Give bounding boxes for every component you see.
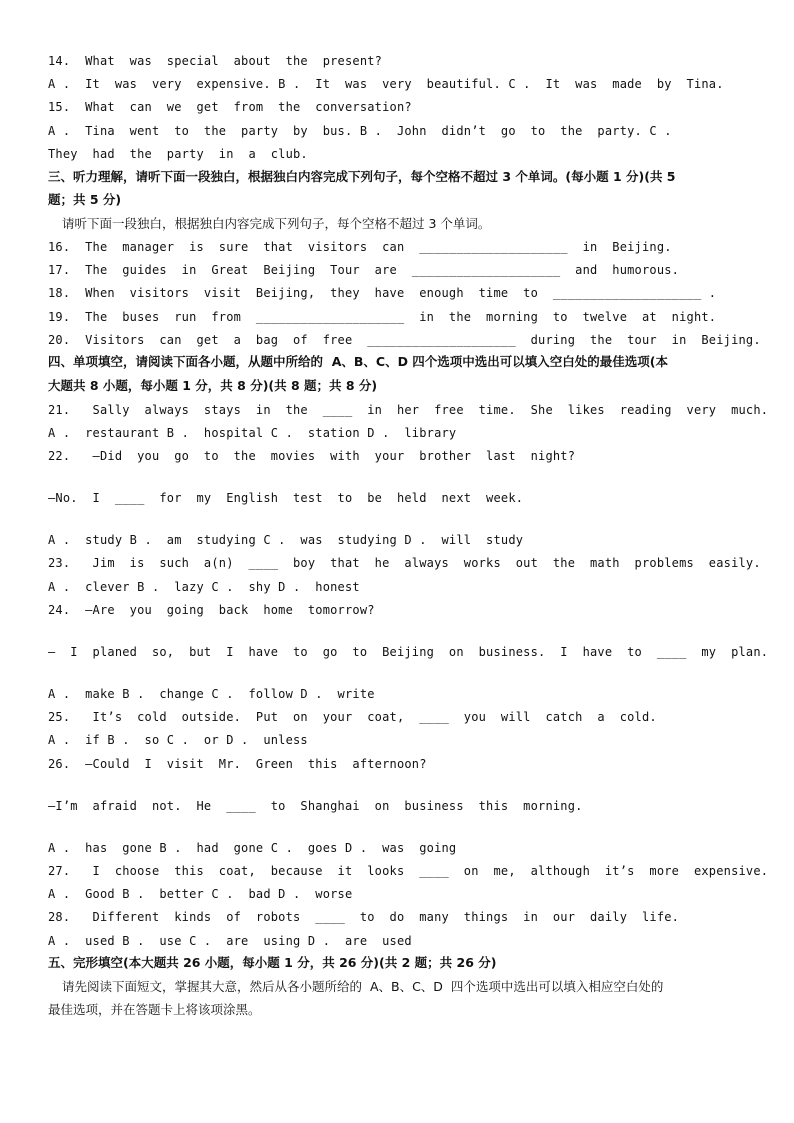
question-23-options: A . clever B . lazy C . shy D . honest <box>48 580 360 594</box>
question-14-options: A . It was very expensive. B . It was very beautiful. C . It was made by Tina. <box>48 77 724 91</box>
section-4-heading: 四、单项填空，请阅读下面各小题，从题中所给的 A、B、C、D 四个选项中选出可以填入空白处的最佳选项(本 <box>48 354 669 369</box>
section-3-instruction: 请听下面一段独白，根据独白内容完成下列句子，每个空格不超过 3 个单词。 <box>62 216 491 231</box>
question-24-reply: — I planed so, but I have to go to Beijing on business. I have to ____ my plan. <box>48 645 769 659</box>
question-22-options: A . study B . am studying C . was studying D . will study <box>48 533 524 547</box>
question-15-options: A . Tina went to the party by bus. B . John didn’t go to the party. C . <box>48 124 672 138</box>
question-23: 23. Jim is such a(n) ____ boy that he always works out the math problems easily. <box>48 556 761 570</box>
question-27-options: A . Good B . better C . bad D . worse <box>48 887 353 901</box>
question-15: 15. What can we get from the conversation? <box>48 100 412 114</box>
question-17: 17. The guides in Great Beijing Tour are ____________________ and humorous. <box>48 263 680 277</box>
question-18: 18. When visitors visit Beijing, they have enough time to ____________________ . <box>48 286 717 300</box>
section-5-instruction: 请先阅读下面短文，掌握其大意，然后从各小题所给的 A、B、C、D 四个选项中选出可以填入相应空白处的 <box>62 979 664 994</box>
question-14: 14. What was special about the present? <box>48 54 383 68</box>
section-5-instruction-cont: 最佳选项，并在答题卡上将该项涂黑。 <box>48 1002 261 1017</box>
section-3-heading-cont: 题；共 5 分) <box>48 192 122 207</box>
section-3-heading: 三、听力理解，请听下面一段独白，根据独白内容完成下列句子，每个空格不超过 3 个单词。(每小题 1 分)(共 5 <box>48 169 676 184</box>
question-24: 24. —Are you going back home tomorrow? <box>48 603 375 617</box>
question-25-options: A . if B . so C . or D . unless <box>48 733 308 747</box>
question-20: 20. Visitors can get a bag of free ____________________ during the tour in Beijing. <box>48 333 761 347</box>
question-26: 26. —Could I visit Mr. Green this afternoon? <box>48 757 427 771</box>
question-26-reply: —I’m afraid not. He ____ to Shanghai on business this morning. <box>48 799 583 813</box>
question-24-options: A . make B . change C . follow D . write <box>48 687 375 701</box>
question-28: 28. Different kinds of robots ____ to do many things in our daily life. <box>48 910 680 924</box>
question-19: 19. The buses run from ____________________ in the morning to twelve at night. <box>48 310 717 324</box>
section-5-heading: 五、完形填空(本大题共 26 小题，每小题 1 分，共 26 分)(共 2 题；共 26 分) <box>48 955 497 970</box>
question-15-options-cont: They had the party in a club. <box>48 147 308 161</box>
section-4-heading-cont: 大题共 8 小题，每小题 1 分，共 8 分)(共 8 题；共 8 分) <box>48 378 378 393</box>
question-21: 21. Sally always stays in the ____ in her free time. She likes reading very much. <box>48 403 769 417</box>
question-16: 16. The manager is sure that visitors can ____________________ in Beijing. <box>48 240 672 254</box>
question-27: 27. I choose this coat, because it looks ____ on me, although it’s more expensive. <box>48 864 769 878</box>
question-22-reply: —No. I ____ for my English test to be held next week. <box>48 491 524 505</box>
question-21-options: A . restaurant B . hospital C . station D . library <box>48 426 457 440</box>
question-28-options: A . used B . use C . are using D . are used <box>48 934 412 948</box>
question-25: 25. It’s cold outside. Put on your coat, ____ you will catch a cold. <box>48 710 657 724</box>
question-22: 22. —Did you go to the movies with your brother last night? <box>48 449 576 463</box>
question-26-options: A . has gone B . had gone C . goes D . was going <box>48 841 457 855</box>
